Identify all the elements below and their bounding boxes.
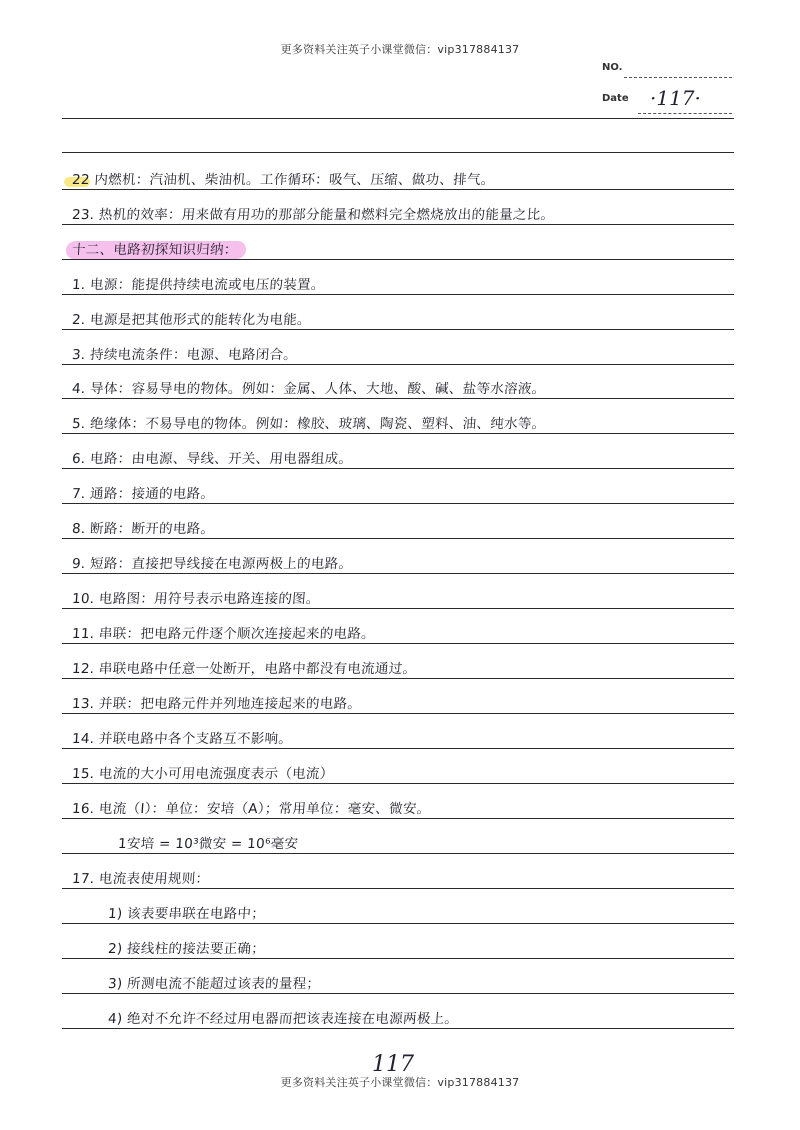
notebook-header xyxy=(600,60,735,120)
date-line xyxy=(638,113,732,114)
note-line-15: 15. 电流的大小可用电流强度表示（电流） xyxy=(71,766,335,782)
section-heading-text: 十二、电路初探知识归纳： xyxy=(65,241,246,259)
note-line-13: 13. 并联：把电路元件并列地连接起来的电路。 xyxy=(71,696,362,712)
note-line-2: 2. 电源是把其他形式的能转化为电能。 xyxy=(71,312,312,328)
note-line-12: 12. 串联电路中任意一处断开，电路中都没有电流通过。 xyxy=(71,661,417,677)
note-line-11: 11. 串联：把电路元件逐个顺次连接起来的电路。 xyxy=(71,626,376,642)
section-heading xyxy=(71,238,246,262)
number-label: NO. xyxy=(602,62,623,73)
note-line-3: 3. 持续电流条件：电源、电路闭合。 xyxy=(71,347,298,363)
note-line-8: 8. 断路：断开的电路。 xyxy=(71,521,215,537)
note-line-23: 23. 热机的效率：用来做有用功的那部分能量和燃料完全燃烧放出的能量之比。 xyxy=(71,207,555,223)
note-line-7: 7. 通路：接通的电路。 xyxy=(71,486,215,502)
note-line-1: 1. 电源：能提供持续电流或电压的装置。 xyxy=(71,277,326,293)
ruled-line xyxy=(62,152,734,153)
note-line-10: 10. 电路图：用符号表示电路连接的图。 xyxy=(71,591,321,607)
note-line-16: 16. 电流（I）：单位：安培（A）；常用单位：毫安、微安。 xyxy=(71,801,432,817)
rule-4: 4) 绝对不允许不经过用电器而把该表连接在电源两极上。 xyxy=(107,1011,459,1027)
note-line-5: 5. 绝缘体：不易导电的物体。例如：橡胶、玻璃、陶瓷、塑料、油、纯水等。 xyxy=(71,416,547,432)
note-line-17: 17. 电流表使用规则： xyxy=(71,871,210,887)
unit-conversion: 1安培 = 10³微安 = 10⁶毫安 xyxy=(117,836,299,852)
watermark-top: 更多资料关注英子小课堂微信：vip317884137 xyxy=(280,43,520,56)
rule-2: 2) 接线柱的接法要正确； xyxy=(107,941,266,957)
note-line-4: 4. 导体：容易导电的物体。例如：金属、人体、大地、酸、碱、盐等水溶液。 xyxy=(71,381,547,397)
page-number: 117 xyxy=(372,1052,414,1077)
note-line-22: 22 内燃机：汽油机、柴油机。工作循环：吸气、压缩、做功、排气。 xyxy=(71,172,496,188)
date-value: ·117· xyxy=(650,86,701,110)
note-line-6: 6. 电路：由电源、导线、开关、用电器组成。 xyxy=(71,451,353,467)
note-line-14: 14. 并联电路中各个支路互不影响。 xyxy=(71,731,293,747)
note-line-9: 9. 短路：直接把导线接在电源两极上的电路。 xyxy=(71,556,353,572)
watermark-bottom: 更多资料关注英子小课堂微信：vip317884137 xyxy=(280,1076,520,1089)
date-label: Date xyxy=(602,93,629,104)
number-line xyxy=(624,77,732,78)
rule-3: 3) 所测电流不能超过该表的量程； xyxy=(107,976,321,992)
rule-1: 1) 该表要串联在电路中； xyxy=(107,906,266,922)
ruled-line xyxy=(62,118,734,119)
